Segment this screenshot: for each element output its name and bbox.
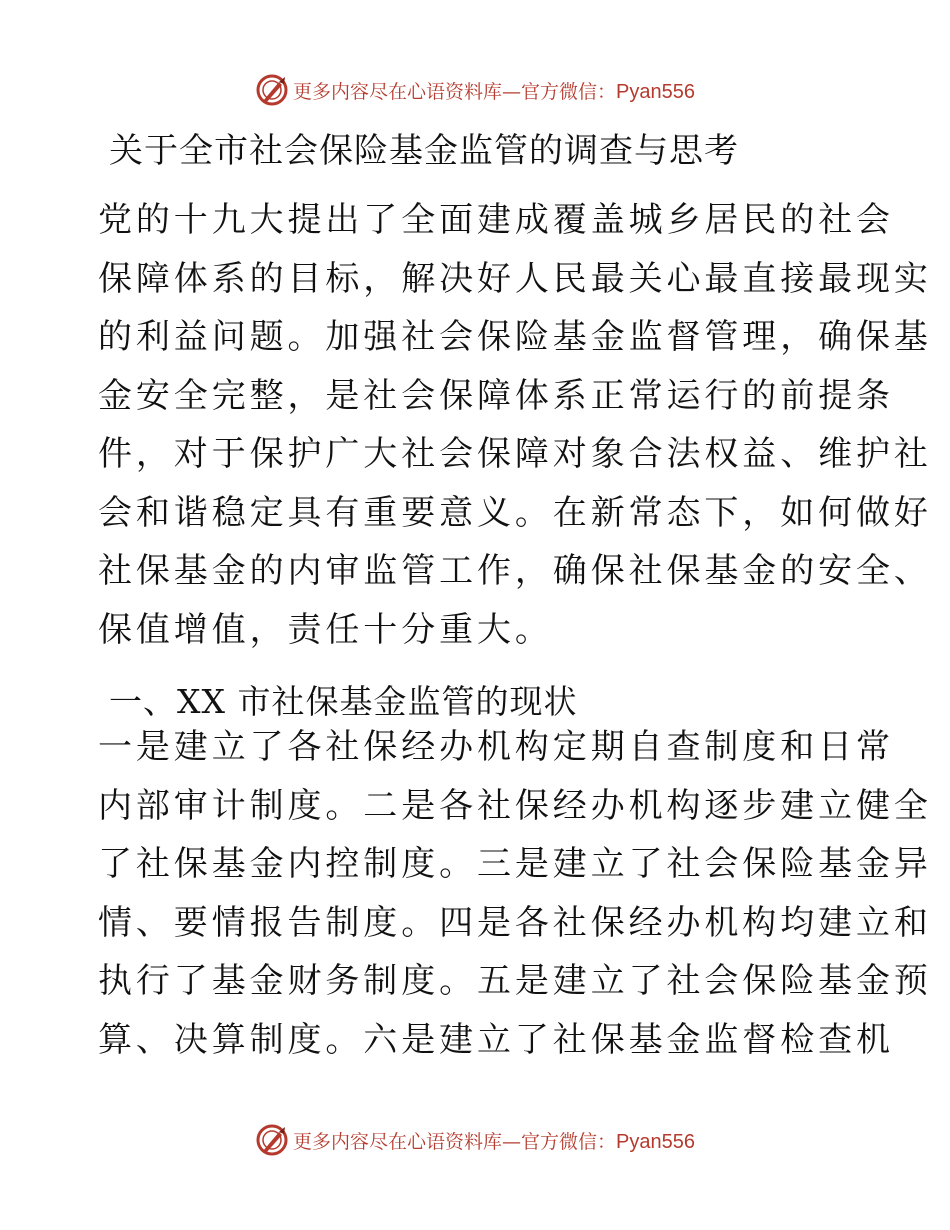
paragraph-line: 情、要情报告制度。四是各社保经办机构均建立和	[98, 902, 932, 943]
watermark-text: 更多内容尽在心语资料库—官方微信：Pyan556	[293, 80, 695, 103]
paragraph-status	[98, 718, 932, 1069]
paragraph-line: 社保基金的内审监管工作，确保社保基金的安全、	[98, 551, 932, 591]
paragraph-line: 一是建立了各社保经办机构定期自查制度和日常	[98, 727, 894, 767]
paragraph-line: 的利益问题。加强社会保险基金监督管理，确保基	[98, 317, 932, 357]
document-title: 关于全市社会保险基金监管的调查与思考	[109, 131, 739, 171]
paragraph-line: 会和谐稳定具有重要意义。在新常态下，如何做好	[98, 492, 932, 533]
watermark-text: 更多内容尽在心语资料库—官方微信：Pyan556	[293, 1130, 695, 1153]
paragraph-line: 党的十九大提出了全面建成覆盖城乡居民的社会	[98, 200, 894, 240]
paragraph-line: 了社保基金内控制度。三是建立了社会保险基金异	[98, 844, 932, 884]
quill-pen-logo-icon	[255, 73, 289, 107]
section-heading: 一、XX 市社保基金监管的现状	[109, 682, 578, 721]
paragraph-line: 执行了基金财务制度。五是建立了社会保险基金预	[98, 961, 932, 1001]
paragraph-line: 内部审计制度。二是各社保经办机构逐步建立健全	[98, 785, 932, 826]
wechat-id: Pyan556	[616, 80, 695, 103]
paragraph-line: 金安全完整，是社会保障体系正常运行的前提条	[98, 375, 894, 416]
paragraph-line: 件，对于保护广大社会保障对象合法权益、维护社	[98, 434, 932, 474]
paragraph-line: 算、决算制度。六是建立了社保基金监督检查机	[98, 1019, 894, 1060]
header-watermark	[0, 70, 950, 110]
paragraph-line: 保值增值，责任十分重大。	[98, 609, 553, 650]
footer-watermark	[0, 1120, 950, 1160]
quill-pen-logo-icon	[255, 1123, 289, 1157]
paragraph-intro	[98, 191, 932, 659]
wechat-id: Pyan556	[616, 1130, 695, 1153]
paragraph-line: 保障体系的目标，解决好人民最关心最直接最现实	[98, 258, 932, 299]
